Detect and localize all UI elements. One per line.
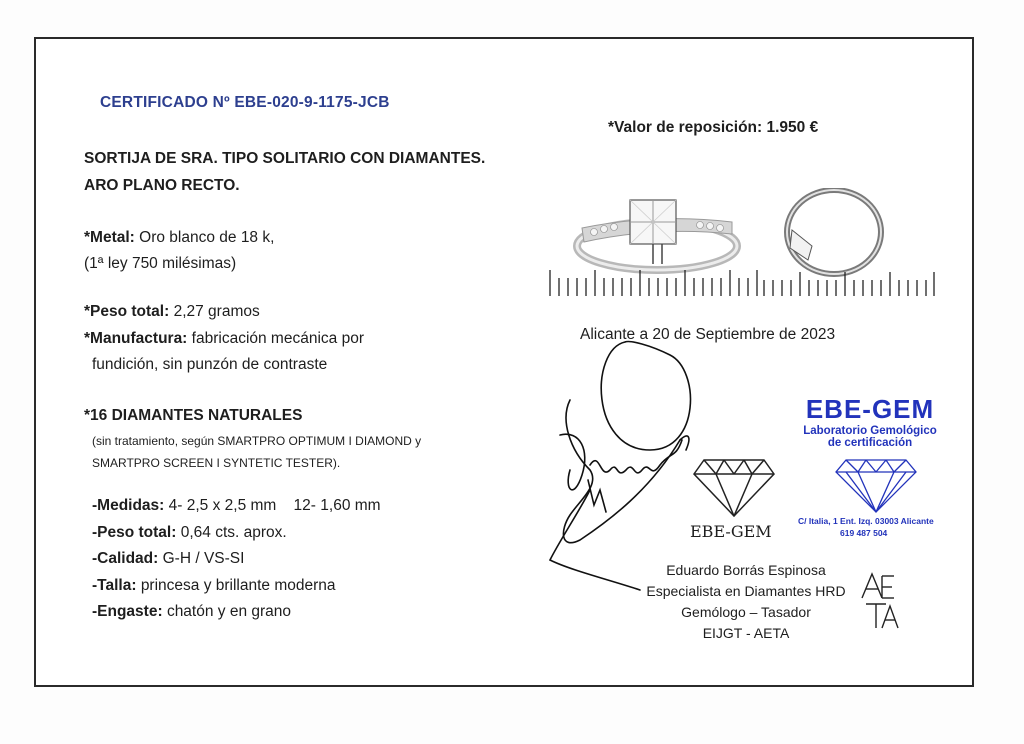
manufactura-value2: fundición, sin punzón de contraste (92, 356, 328, 373)
signer-name: Eduardo Borrás Espinosa (666, 562, 826, 578)
diamantes-heading: *16 DIAMANTES NATURALES (84, 407, 303, 424)
manufactura-value: fabricación mecánica por (191, 330, 364, 347)
diamond-row (92, 550, 244, 568)
metal-label: *Metal: (84, 229, 135, 246)
logo-text: EBE-GEM (690, 522, 772, 541)
manufactura-line (84, 330, 364, 348)
row-label: -Calidad: (92, 550, 159, 567)
aeta-logo (858, 572, 904, 632)
metal-line (84, 229, 274, 247)
row-label: -Medidas: (92, 497, 165, 514)
product-title-line1: SORTIJA DE SRA. TIPO SOLITARIO CON DIAMANTES. (84, 150, 486, 167)
row-value: princesa y brillante moderna (140, 577, 336, 594)
product-title-line2: ARO PLANO RECTO. (84, 177, 240, 194)
signer-role3: EIJGT - AETA (702, 625, 790, 641)
fecha: Alicante a 20 de Septiembre de 2023 (580, 326, 836, 343)
stamp-phone: 619 487 504 (840, 528, 888, 538)
row-label: -Engaste: (92, 603, 163, 620)
peso-line (84, 303, 260, 321)
diamond-row (92, 577, 336, 595)
diamond-row (92, 603, 291, 621)
row-value: 0,64 cts. aprox. (180, 524, 287, 541)
peso-value: 2,27 gramos (173, 303, 260, 320)
row-value: G-H / VS-SI (162, 550, 245, 567)
manufactura-label: *Manufactura: (84, 330, 188, 347)
row-label: -Talla: (92, 577, 137, 594)
metal-value: Oro blanco de 18 k, (139, 229, 275, 246)
stamp-address: C/ Italia, 1 Ent. Izq. 03003 Alicante (798, 516, 934, 526)
stamp-title: EBE-GEM (805, 394, 935, 424)
signer-role2: Gemólogo – Tasador (681, 604, 811, 620)
row-value: 4- 2,5 x 2,5 mm 12- 1,60 mm (168, 497, 381, 514)
valor-reposicion: *Valor de reposición: 1.950 € (608, 119, 819, 136)
signer-role1: Especialista en Diamantes HRD (646, 583, 846, 599)
diamond-row (92, 497, 381, 515)
metal-note: (1ª ley 750 milésimas) (84, 255, 237, 272)
ruler-icon (548, 262, 938, 302)
diamond-stamp-icon (832, 456, 920, 516)
row-label: -Peso total: (92, 524, 177, 541)
diamond-row (92, 524, 287, 542)
signer-block (636, 560, 856, 644)
diamantes-note2: SMARTPRO SCREEN I SYNTETIC TESTER). (92, 456, 341, 470)
peso-label: *Peso total: (84, 303, 170, 320)
ebegem-stamp (790, 394, 950, 449)
stamp-line1: Laboratorio Gemológico (803, 425, 937, 437)
certificate-number: CERTIFICADO Nº EBE-020-9-1175-JCB (100, 94, 390, 111)
diamantes-note1: (sin tratamiento, según SMARTPRO OPTIMUM I DIAMOND y (92, 434, 422, 448)
row-value: chatón y en grano (166, 603, 292, 620)
stamp-line2: de certificación (827, 437, 913, 449)
diamond-logo-icon (692, 456, 776, 520)
